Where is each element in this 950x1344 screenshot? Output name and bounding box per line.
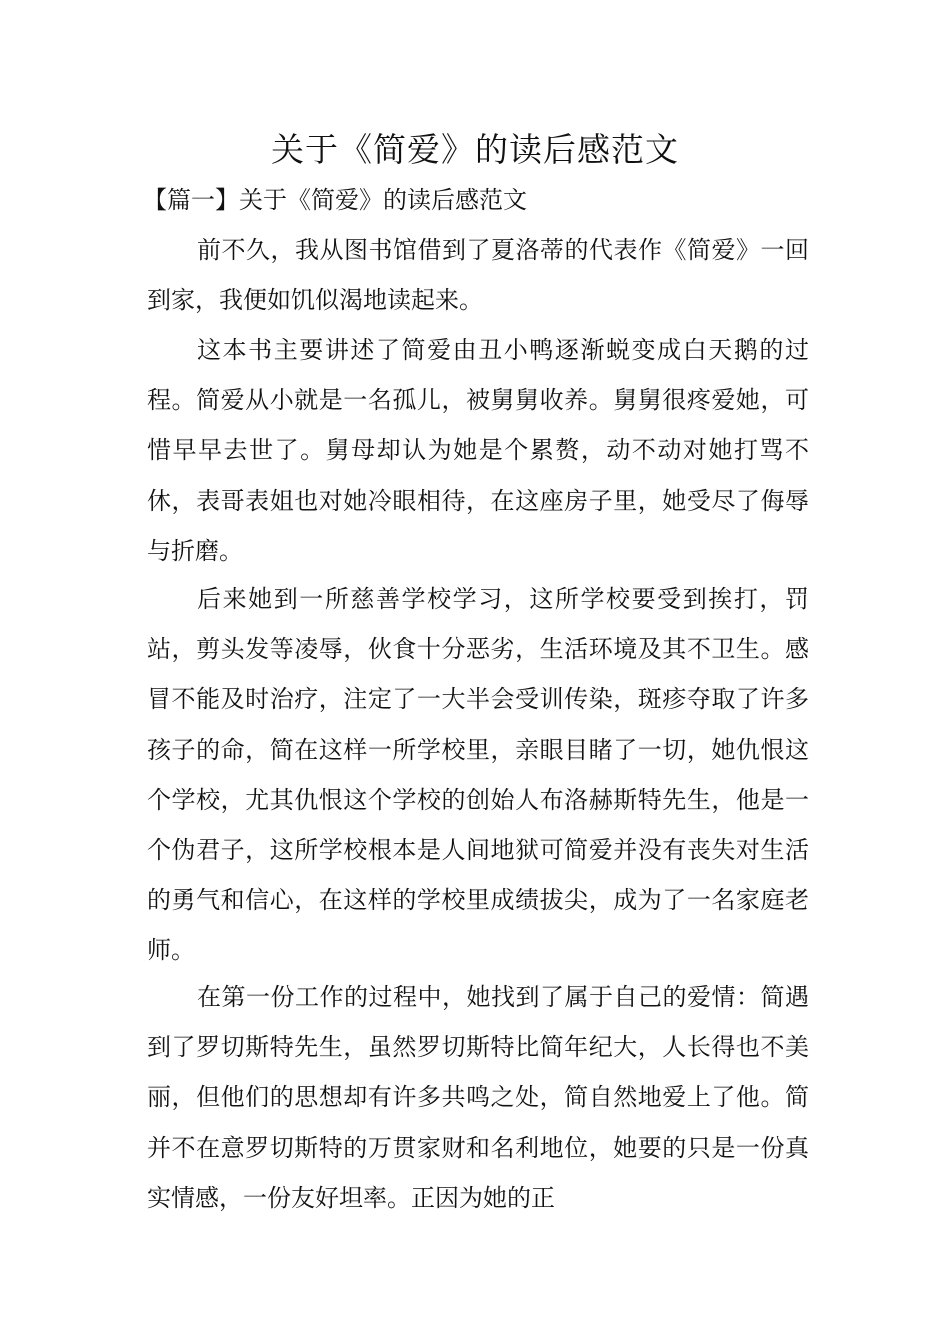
paragraph-3: 后来她到一所慈善学校学习，这所学校要受到挨打，罚站，剪头发等凌辱，伙食十分恶劣，生活环境及其不卫生。感冒不能及时治疗，注定了一大半会受训传染，斑疹夺取了许多孩子的命，简在这样一所学校里，亲眼目睹了一切，她仇恨这个学校，尤其仇恨这个学校的创始人布洛赫斯特先生，他是一个伪君子，这所学校根本是人间地狱可简爱并没有丧失对生活的勇气和信心，在这样的学校里成绩拔尖，成为了一名家庭老师。 [147,585,809,965]
paragraph-2: 这本书主要讲述了简爱由丑小鸭逐渐蜕变成白天鹅的过程。简爱从小就是一名孤儿，被舅舅收养。舅舅很疼爱她，可惜早早去世了。舅母却认为她是个累赘，动不动对她打骂不休，表哥表姐也对她冷眼相待，在这座房子里，她受尽了侮辱与折磨。 [147,336,809,565]
document-title: 关于《简爱》的读后感范文 [271,130,679,169]
section-heading: 【篇一】关于《简爱》的读后感范文 [143,186,527,214]
paragraph-1: 前不久，我从图书馆借到了夏洛蒂的代表作《简爱》一回到家，我便如饥似渴地读起来。 [147,236,809,315]
paragraph-4: 在第一份工作的过程中，她找到了属于自己的爱情：简遇到了罗切斯特先生，虽然罗切斯特比简年纪大，人长得也不美丽，但他们的思想却有许多共鸣之处，简自然地爱上了他。简并不在意罗切斯特的万贯家财和名利地位，她要的只是一份真实情感，一份友好坦率。正因为她的正 [147,983,809,1212]
